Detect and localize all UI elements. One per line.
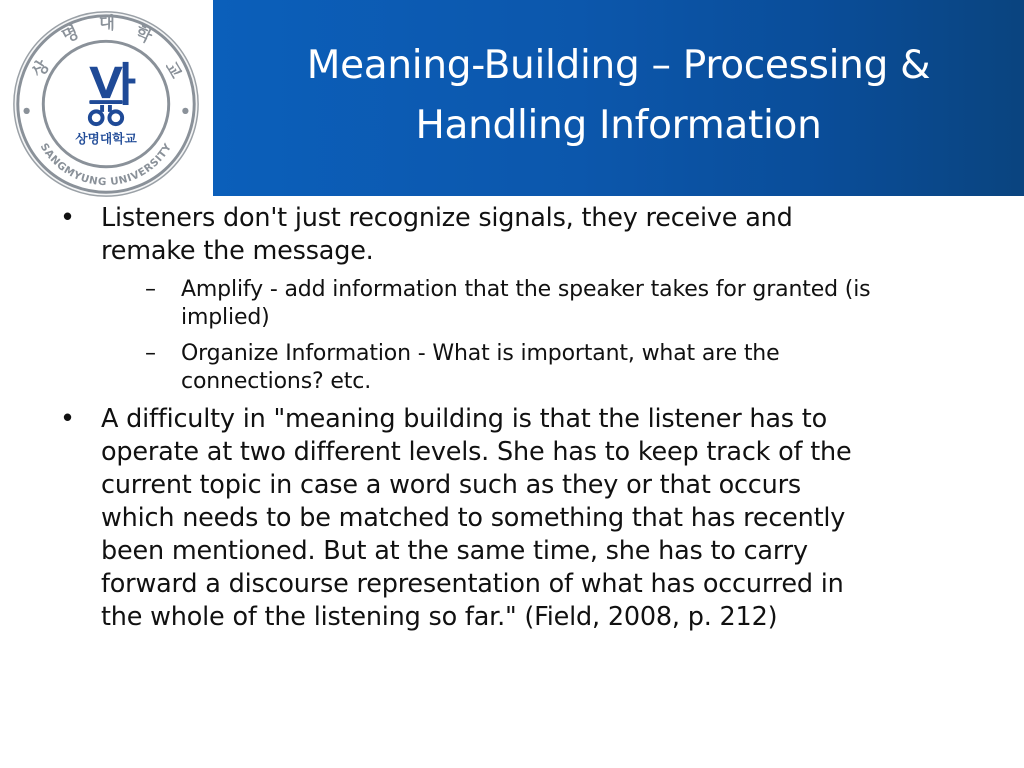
seal-char-2: 명 [59,22,82,47]
sub-1-line-2: implied) [181,305,270,330]
sub-bullet-amplify [145,276,980,332]
title-line-1: Meaning-Building – Processing & [306,43,931,88]
seal-english-arc: SANGMYUNG UNIVERSITY [37,141,175,189]
university-seal-logo [7,8,205,204]
seal-center-korean: 상명대학교 [75,132,137,148]
slide-title [213,36,1024,156]
seal-char-5: 교 [161,58,186,82]
bullet-2-line-7: the whole of the listening so far." (Field, 2008, p. 212) [101,602,778,632]
sub-1-line-1: Amplify - add information that the speaker takes for granted (is [181,277,871,302]
bullet-2-line-5: been mentioned. But at the same time, she has to carry [101,536,808,566]
sub-bullet-organize [145,340,980,396]
bullet-marker: • [60,203,75,233]
title-line-2: Handling Information [415,103,822,148]
bullet-2-line-4: which needs to be matched to something that has recently [101,503,846,533]
seal-char-1: 상 [28,56,53,81]
slide-body [60,202,980,634]
seal-char-4: 학 [132,22,155,47]
sub-2-line-1: Organize Information - What is important, what are the [181,341,780,366]
bullet-2-line-2: operate at two different levels. She has to keep track of the [101,437,852,467]
bullet-2-line-1: A difficulty in "meaning building is that the listener has to [101,404,827,434]
slide-header [0,0,1024,196]
bullet-1-line-1: Listeners don't just recognize signals, they receive and [101,203,793,233]
bullet-1-line-2: remake the message. [101,236,374,266]
sub-2-line-2: connections? etc. [181,369,372,394]
bullet-1 [60,202,980,268]
bullet-2-line-6: forward a discourse representation of what has occurred in [101,569,844,599]
sub-bullet-marker: – [145,277,156,302]
bullet-2 [60,403,980,634]
seal-char-3: 대 [98,13,116,33]
bullet-2-line-3: current topic in case a word such as they or that occurs [101,470,801,500]
bullet-marker: • [60,404,75,434]
sub-bullet-marker: – [145,341,156,366]
